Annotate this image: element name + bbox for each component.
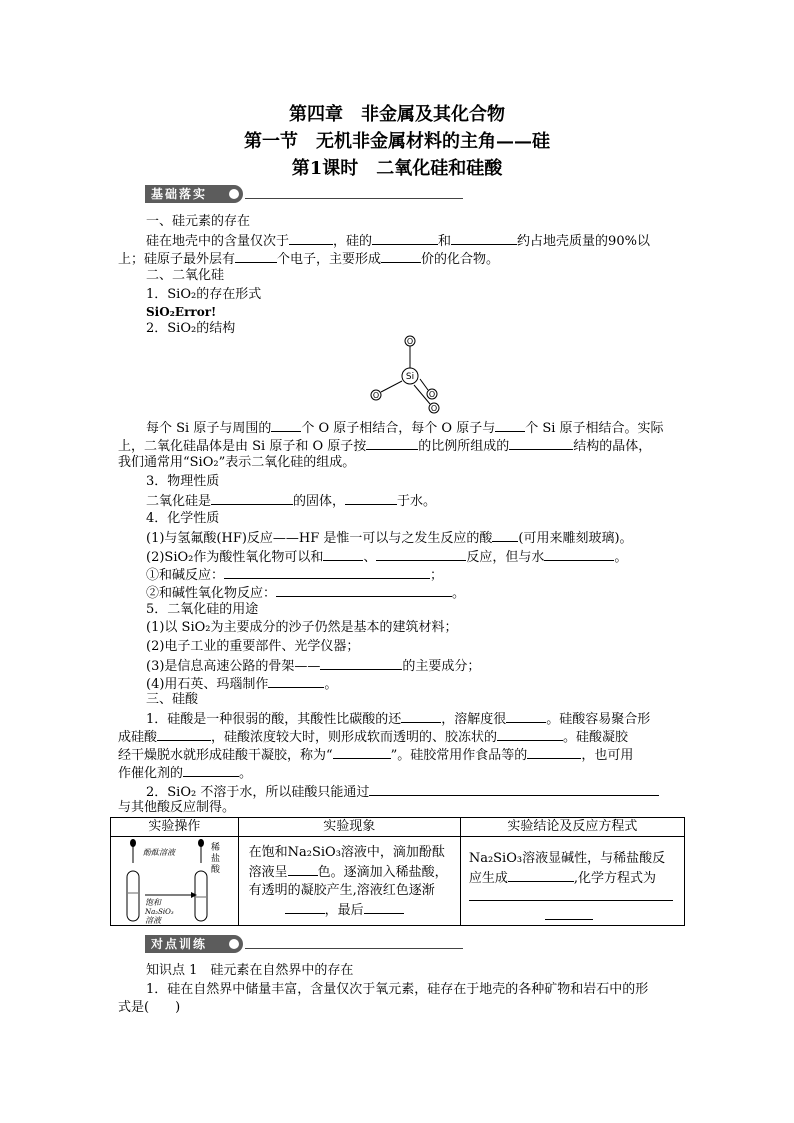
paragraph-line: ①和碱反应： ； bbox=[146, 565, 443, 585]
heading-silica: 二、二氧化硅 bbox=[146, 268, 225, 283]
fill-blank[interactable] bbox=[183, 763, 239, 777]
fill-blank[interactable] bbox=[157, 727, 211, 741]
subheading: 1．SiO₂的存在形式 bbox=[146, 287, 262, 302]
oxygen-atom: O bbox=[430, 404, 438, 413]
solution-label: 饱和 bbox=[145, 898, 161, 907]
fill-blank[interactable] bbox=[469, 887, 673, 901]
silica-structure-diagram bbox=[362, 334, 452, 418]
table-header: 实验操作 bbox=[111, 818, 239, 837]
paragraph-line: (1)与氢氟酸(HF)反应——HF 是惟一可以与之发生反应的酸 (可用来雕刻玻璃)。 bbox=[146, 528, 633, 548]
subheading: 2．SiO₂的结构 bbox=[146, 321, 236, 336]
paragraph-line: (2)SiO₂作为酸性氧化物可以和 、 反应，但与水 。 bbox=[146, 547, 627, 567]
phenomenon-cell bbox=[238, 837, 460, 926]
basics-banner-label: 基础落实 bbox=[145, 185, 243, 203]
fill-blank[interactable] bbox=[492, 528, 518, 542]
subheading: 3．物理性质 bbox=[146, 474, 220, 489]
fill-blank[interactable] bbox=[376, 547, 466, 561]
lesson-title: 第1课时 二氧化硅和硅酸 bbox=[291, 158, 503, 179]
phenomenon-line: ，最后 bbox=[285, 900, 404, 920]
fill-blank[interactable] bbox=[508, 868, 574, 882]
apparatus-cell bbox=[111, 837, 239, 926]
paragraph-line: 作催化剂的 。 bbox=[118, 763, 252, 783]
paragraph-line: 经干燥脱水就形成硅酸干凝胶，称为“ ”。硅胶常用作食品等的 ，也可用 bbox=[118, 745, 633, 765]
fill-blank[interactable] bbox=[323, 547, 363, 561]
phenomenon-line: 溶液呈 色。逐滴加入稀盐酸， bbox=[249, 862, 448, 882]
fill-blank[interactable] bbox=[527, 745, 581, 759]
knowledge-point: 知识点 1 硅元素在自然界中的存在 bbox=[146, 963, 354, 978]
paragraph-line: 硅在地壳中的含量仅次于 ，硅的 和 约占地壳质量的90%以 bbox=[146, 231, 650, 251]
fill-blank[interactable] bbox=[364, 900, 404, 914]
paragraph-line: 与其他酸反应制得。 bbox=[118, 800, 236, 815]
paragraph-line: (4)用石英、玛瑙制作 。 bbox=[146, 674, 337, 694]
fill-blank[interactable] bbox=[495, 418, 525, 432]
fill-blank[interactable] bbox=[451, 231, 517, 245]
practice-banner bbox=[145, 935, 463, 953]
fill-blank[interactable] bbox=[366, 436, 418, 450]
paragraph-line: (3)是信息高速公路的骨架—— 的主要成分； bbox=[146, 656, 480, 676]
question-line: 1．硅在自然界中储量丰富，含量仅次于氧元素，硅存在于地壳的各种矿物和岩石中的形 bbox=[146, 982, 649, 997]
banner-rule bbox=[245, 948, 463, 949]
fill-blank[interactable] bbox=[369, 782, 659, 796]
fill-blank[interactable] bbox=[545, 906, 593, 920]
paragraph-line: 上，二氧化硅晶体是由 Si 原子和 O 原子按 的比例所组成的 结构的晶体， bbox=[118, 436, 651, 456]
heading-silicon-existence: 一、硅元素的存在 bbox=[146, 214, 251, 229]
conclusion-line bbox=[545, 906, 593, 926]
fill-blank[interactable] bbox=[345, 491, 397, 505]
paragraph-line: 1．硅酸是一种很弱的酸，其酸性比碳酸的还 ，溶解度很 。硅酸容易聚合形 bbox=[146, 709, 650, 729]
basics-banner bbox=[145, 185, 463, 203]
phenolphthalein-label: 酚酞溶液 bbox=[143, 848, 175, 857]
acid-label: 酸 bbox=[211, 865, 221, 875]
paragraph-line: (2)电子工业的重要部件、光学仪器； bbox=[146, 639, 360, 654]
oxygen-atom: O bbox=[406, 337, 414, 346]
subheading: 4．化学性质 bbox=[146, 511, 220, 526]
conclusion-line: 应生成 ,化学方程式为 bbox=[469, 868, 656, 888]
oxygen-atom: O bbox=[372, 391, 380, 400]
error-line: SiO₂Error! bbox=[146, 305, 217, 319]
phenomenon-line: 在饱和Na₂SiO₃溶液中，滴加酚酞 bbox=[248, 845, 445, 860]
question-line: 式是( ) bbox=[118, 1000, 181, 1015]
fill-blank[interactable] bbox=[381, 249, 421, 263]
heading-silicic-acid: 三、硅酸 bbox=[146, 692, 199, 707]
paragraph-line: 成硅酸 ，硅酸浓度较大时，则形成软而透明的、胶冻状的 。硅酸凝胶 bbox=[118, 727, 628, 747]
phenomenon-line: 有透明的凝胶产生,溶液红色逐渐 bbox=[248, 883, 435, 898]
banner-rule bbox=[245, 198, 463, 199]
banner-dot-icon bbox=[229, 189, 239, 199]
fill-blank[interactable] bbox=[285, 900, 325, 914]
fill-blank[interactable] bbox=[333, 745, 391, 759]
fill-blank[interactable] bbox=[401, 709, 441, 723]
table-header: 实验现象 bbox=[238, 818, 460, 837]
paragraph-line: 上；硅原子最外层有 个电子，主要形成 价的化合物。 bbox=[118, 249, 499, 269]
conclusion-cell bbox=[460, 837, 684, 926]
test-tube-apparatus-diagram bbox=[111, 837, 237, 925]
subheading: 5．二氧化硅的用途 bbox=[146, 602, 259, 617]
acid-label: 稀 bbox=[211, 843, 221, 853]
banner-dot-icon bbox=[229, 939, 239, 949]
fill-blank[interactable] bbox=[288, 862, 318, 876]
paragraph-line: ②和碱性氧化物反应： 。 bbox=[146, 583, 465, 603]
fill-blank[interactable] bbox=[268, 674, 324, 688]
fill-blank[interactable] bbox=[211, 491, 293, 505]
paragraph-line: 二氧化硅是 的固体， 于水。 bbox=[146, 491, 436, 511]
solution-label: 溶液 bbox=[145, 916, 161, 925]
fill-blank[interactable] bbox=[235, 249, 277, 263]
fill-blank[interactable] bbox=[271, 418, 301, 432]
chapter-title: 第四章 非金属及其化合物 bbox=[289, 104, 505, 125]
fill-blank[interactable] bbox=[544, 547, 614, 561]
fill-blank[interactable] bbox=[276, 583, 452, 597]
section-title: 第一节 无机非金属材料的主角——硅 bbox=[244, 131, 550, 152]
fill-blank[interactable] bbox=[497, 727, 563, 741]
fill-blank[interactable] bbox=[289, 231, 333, 245]
conclusion-line: Na₂SiO₃溶液显碱性，与稀盐酸反 bbox=[468, 851, 666, 866]
fill-blank[interactable] bbox=[506, 709, 546, 723]
fill-blank[interactable] bbox=[224, 565, 430, 579]
conclusion-line bbox=[469, 887, 673, 907]
paragraph-line: 我们通常用“SiO₂”表示二氧化硅的组成。 bbox=[118, 455, 356, 470]
acid-label: 盐 bbox=[211, 854, 221, 864]
table-header: 实验结论及反应方程式 bbox=[460, 818, 684, 837]
silicon-atom: Si bbox=[405, 372, 415, 382]
fill-blank[interactable] bbox=[320, 656, 402, 670]
oxygen-atom: O bbox=[428, 390, 436, 399]
fill-blank[interactable] bbox=[509, 436, 573, 450]
paragraph-line: 每个 Si 原子与周围的 个 O 原子相结合，每个 O 原子与 个 Si 原子相结合。实际 bbox=[146, 418, 664, 438]
experiment-table bbox=[110, 817, 685, 926]
paragraph-line: 2．SiO₂ 不溶于水，所以硅酸只能通过 bbox=[146, 782, 659, 802]
practice-banner-label: 对点训练 bbox=[145, 935, 243, 953]
paragraph-line: (1)以 SiO₂为主要成分的沙子仍然是基本的建筑材料； bbox=[146, 620, 458, 635]
solution-label: Na₂SiO₃ bbox=[145, 908, 174, 916]
fill-blank[interactable] bbox=[372, 231, 438, 245]
